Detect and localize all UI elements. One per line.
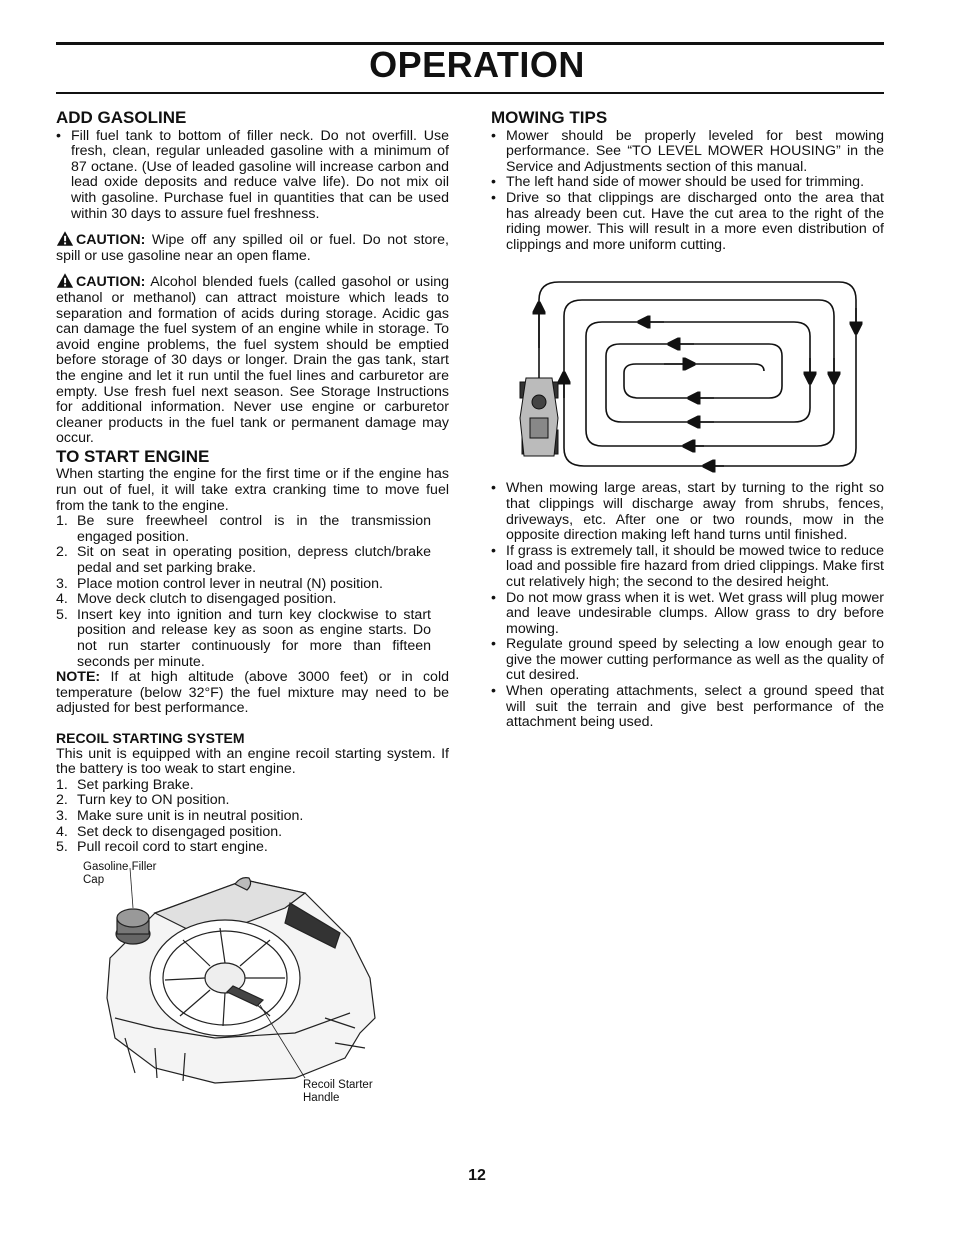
list-item: • Regulate ground speed by selecting a low enough gear to give the mower cutting performance as well as the quality of cut desired. — [491, 636, 884, 684]
recoil-steps — [56, 778, 449, 856]
recoil-intro: This unit is equipped with an engine recoil starting system. If the battery is too weak to start engine. — [56, 745, 449, 778]
list-item: 2. Sit on seat in operating position, depress clutch/brake pedal and set parking brake. — [56, 544, 431, 577]
list-item: 3. Make sure unit is in neutral position. — [56, 807, 304, 824]
list-item: • Drive so that clippings are discharged onto the area that has already been cut. Have the cut area to the right of the riding mower. This will result in a more even distribution of clippings and more uniform cutting. — [491, 189, 884, 253]
list-item: • If grass is extremely tall, it should be mowed twice to reduce load and possible fire hazard from dried clippings. Make first cut relatively high; the second to the desired height. — [491, 542, 884, 590]
page-title: OPERATION — [369, 44, 585, 85]
add-gasoline-list — [56, 129, 449, 223]
list-item: • When operating attachments, select a ground speed that will suit the terrain and give best performance of the attachment being used. — [491, 683, 884, 731]
altitude-note: NOTE: If at high altitude (above 3000 feet) or in cold temperature (below 32°F) the fuel mixture may need to be adjusted for best performance. — [56, 669, 449, 717]
mowing-tips-list-bottom — [491, 481, 884, 731]
add-gasoline-heading: ADD GASOLINE — [56, 108, 187, 127]
page-number: 12 — [468, 1167, 486, 1184]
list-item: • The left hand side of mower should be used for trimming. — [491, 174, 865, 191]
start-engine-heading: TO START ENGINE — [56, 446, 210, 466]
mowing-pattern-diagram — [514, 278, 864, 473]
engine-illustration — [95, 868, 385, 1098]
list-item: • Do not mow grass when it is wet. Wet grass will plug mower and leave undesirable clumps. Allow grass to dry before mowing. — [491, 589, 884, 637]
recoil-heading: RECOIL STARTING SYSTEM — [56, 729, 245, 746]
riding-mower-icon — [520, 378, 558, 456]
list-item: 4. Move deck clutch to disengaged position. — [56, 591, 337, 608]
warning-triangle-icon — [56, 272, 74, 289]
list-item: • Mower should be properly leveled for best mowing performance. See “TO LEVEL MOWER HOUSING” in the Service and Adjustments section of this manual. — [491, 127, 884, 175]
label-gasoline-filler-cap: Gasoline Filler Cap — [83, 861, 157, 886]
label-recoil-starter-handle: Recoil Starter Handle — [303, 1079, 373, 1104]
list-item: 1. Set parking Brake. — [56, 776, 194, 793]
caution-alcohol-fuel: CAUTION: Alcohol blended fuels (called gasohol or using ethanol or methanol) can attract moisture which leads to separation and formation of acids during storage. Acidic gas can damage the fuel system of an engine while in storage. To avoid engine problems, the fuel system should be emptied before storage of 30 days or longer. Drain the gas tank, start the engine and let it run until the fuel lines and carburetor are empty. Use fresh fuel next season. See Storage Instructions for additional information. Never use engine or carburetor cleaner products in the fuel tank or permanent damage may occur. — [56, 274, 449, 447]
list-item: • Fill fuel tank to bottom of filler neck. Do not overfill. Use fresh, clean, regular unleaded gasoline with a minimum of 87 octane. (Use of leaded gasoline will increase carbon and lead oxide deposits and reduce valve life). Do not mix oil with gasoline. Purchase fuel in quantities that can be used within 30 days to assure fuel freshness. — [56, 127, 449, 222]
list-item: 5. Insert key into ignition and turn key clockwise to start position and release key as soon as engine starts. Do not run starter continuously for more than fifteen seconds per minute. — [56, 606, 431, 670]
mowing-tips-heading: MOWING TIPS — [491, 108, 608, 127]
list-item: 2. Turn key to ON position. — [56, 792, 230, 809]
list-item: 3. Place motion control lever in neutral (N) position. — [56, 575, 383, 592]
list-item: • When mowing large areas, start by turning to the right so that clippings will discharge away from shrubs, fences, driveways, etc. After one or two rounds, mow in the opposite direction making left hand turns until finished. — [491, 480, 884, 544]
mowing-tips-list-top — [491, 129, 884, 254]
start-engine-steps — [56, 514, 449, 670]
start-engine-intro: When starting the engine for the first time or if the engine has run out of fuel, it will take extra cranking time to move fuel from the tank to the engine. — [56, 466, 449, 514]
left-column — [56, 110, 449, 856]
warning-triangle-icon — [56, 230, 74, 247]
title-underline — [56, 92, 884, 94]
caution-spill: CAUTION: Wipe off any spilled oil or fuel. Do not store, spill or use gasoline near an open flame. — [56, 232, 449, 264]
list-item: 5. Pull recoil cord to start engine. — [56, 839, 268, 856]
list-item: 1. Be sure freewheel control is in the transmission engaged position. — [56, 513, 431, 545]
list-item: 4. Set deck to disengaged position. — [56, 823, 283, 840]
